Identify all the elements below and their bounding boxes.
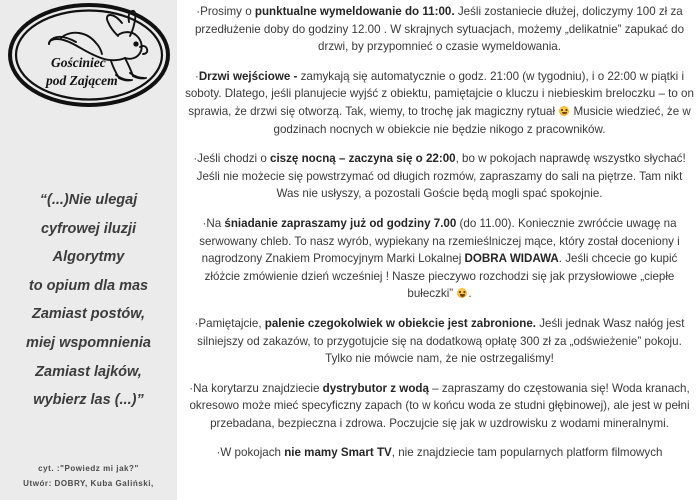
emphasis-text: śniadanie zapraszamy już od godziny 7.00 — [224, 216, 457, 230]
emphasis-text: Drzwi wejściowe - — [198, 69, 298, 83]
logo-container — [0, 0, 177, 109]
attribution-line: cyt. :"Powiedz mi jak?" — [38, 464, 139, 473]
rabbit-oval-logo-icon — [6, 1, 172, 109]
quote-line: to opium dla mas — [28, 277, 149, 294]
quote-attribution — [0, 462, 177, 491]
quote-line: Algorytmy — [52, 249, 125, 266]
sidebar — [0, 0, 177, 500]
quote-line: Zamiast lajków, — [35, 363, 142, 380]
rule-paragraph: ·Drzwi wejściowe - zamykają się automatycznie o godz. 21:00 (w tygodniu), i o 22:00 w piątki i soboty. Dlatego, jeśli planujecie wyjść z obiektu, pamiętajcie o kluczu i niebieskim breloczku – to on sprawia, że drzwi się otworzą. Tak, wiemy, to trochę jak magiczny rytuał Musicie wiedzieć, że w godzinach nocnych w obiekcie nie będzie nikogo z pracowników. — [185, 69, 694, 136]
emphasis-text: nie mamy Smart TV — [284, 446, 392, 460]
house-rules-content — [177, 0, 700, 500]
rule-paragraph: ·Jeśli chodzi o ciszę nocną – zaczyna się o 22:00, bo w pokojach naprawdę wszystko słychać! Jeśli nie możecie się powstrzymać od długich rozmów, zapraszamy do sali na piętrze. Tam nikt Was nie usłyszy, a pozostali Goście będą mogli spać spokojnie. — [193, 152, 686, 201]
rule-paragraph: ·Na śniadanie zapraszamy już od godziny 7.00 (do 11.00). Koniecznie zwróćcie uwagę na serwowany chleb. To nasz wyrób, wypiekany na rzemieślniczej mące, który został doceniony i nagrodzony Znakiem Promocyjnym Marki Lokalnej DOBRA WIDAWA. Jeśli chcecie go kupić złóżcie zmówienie dzień wcześniej ! Nasze pieczywo rozchodzi się jak przysłowiowe „ciepłe bułeczki” . — [199, 216, 680, 301]
attribution-line: Utwór: DOBRY, Kuba Galiński, — [23, 478, 154, 488]
quote-block — [0, 186, 177, 415]
quote-line: cyfrowej iluzji — [40, 220, 137, 237]
emphasis-text: palenie czegokolwiek w obiekcie jest zabronione. — [264, 316, 537, 330]
emphasis-text: dystrybutor z wodą — [322, 381, 429, 395]
rule-paragraph: ·Prosimy o punktualne wymeldowanie do 11:00. Jeśli zostaniecie dłużej, doliczymy 100 zł za przedłużenie doby do godziny 12.00 . W skrajnych sytuacjach, możemy „delikatnie” zapukać do drzwi, by przypomnieć o czasie wymeldowania. — [194, 5, 685, 54]
logo-text-line2: pod Zającem — [45, 73, 118, 88]
emphasis-text: DOBRA WIDAWA — [464, 252, 559, 266]
quote-line: Zamiast postów, — [31, 306, 146, 323]
quote-line: wybierz las (...)” — [33, 392, 144, 409]
smiling-face-emoji — [457, 288, 467, 298]
quote-line: miej wspomnienia — [26, 334, 151, 351]
emphasis-text: punktualne wymeldowanie do 11:00. — [254, 5, 455, 18]
rule-paragraph: ·W pokojach nie mamy Smart TV, nie znajdziecie tam popularnych platform filmowych — [216, 446, 663, 460]
emphasis-text: ciszę nocną – zaczyna się o 22:00 — [270, 152, 456, 166]
smiling-face-emoji — [559, 106, 569, 116]
logo-text-line1: Gościniec — [50, 55, 106, 70]
rule-paragraph: ·Na korytarzu znajdziecie dystrybutor z wodą – zapraszamy do częstowania się! Woda kranach, okresowo może mieć specyficzny zapach (to w końcu woda ze studni głębinowej), ale jest w pełni przebadana, bezpieczna i zdrowa. Poczujcie się jak w uzdrowisku z wodami mineralnymi. — [189, 381, 690, 430]
rule-paragraph: ·Pamiętajcie, palenie czegokolwiek w obiekcie jest zabronione. Jeśli jednak Wasz nałóg jest silniejszy od zakazów, to przygotujcie się na dodatkową opłatę 300 zł za „odświeżenie” pokoju. Tylko nie mówcie nam, że nie ostrzegaliśmy! — [194, 316, 685, 366]
quote-line: “(...)Nie ulegaj — [39, 192, 138, 208]
